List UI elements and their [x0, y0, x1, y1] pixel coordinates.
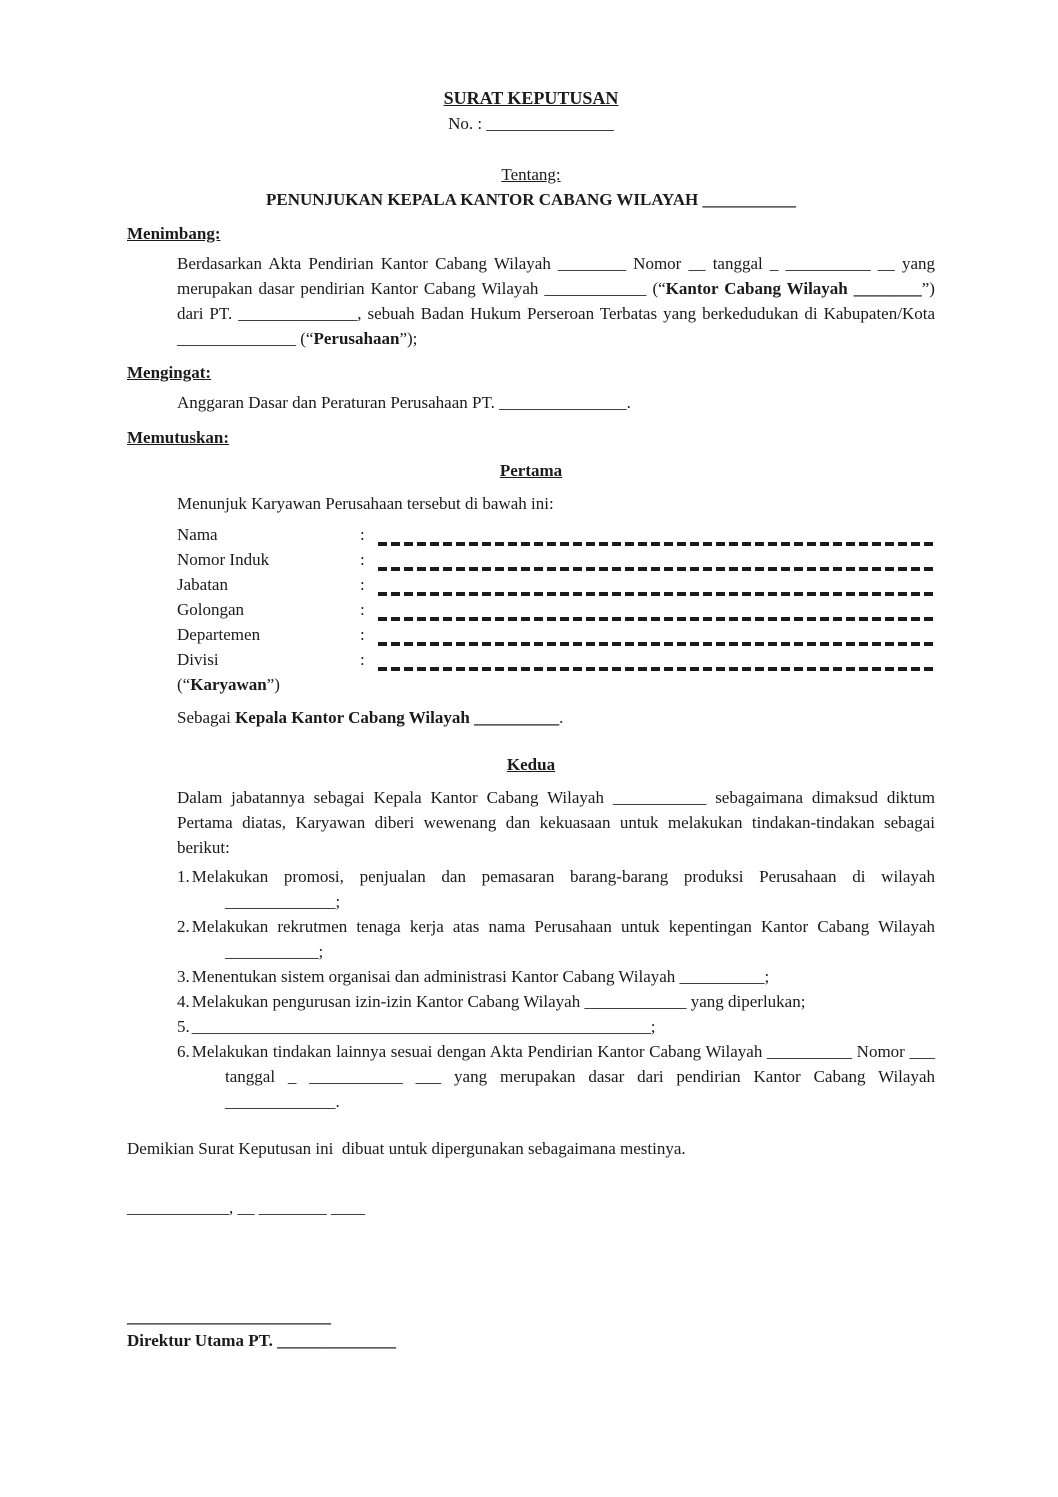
- item-number: 1.: [177, 867, 190, 886]
- list-item-3: [177, 964, 935, 989]
- list-item-6: [177, 1039, 935, 1114]
- pertama-intro: Menunjuk Karyawan Perusahaan tersebut di bawah ini:: [177, 494, 554, 513]
- dashed-line: [378, 542, 935, 546]
- list-item-1: [177, 864, 935, 914]
- field-colon: :: [360, 600, 365, 619]
- dashed-line: [378, 567, 935, 571]
- pertama-heading: Pertama: [499, 461, 563, 480]
- subject-line: PENUNJUKAN KEPALA KANTOR CABANG WILAYAH ___________: [265, 190, 797, 209]
- field-label: Jabatan: [177, 575, 228, 594]
- field-label: Divisi: [177, 650, 219, 669]
- form-row-golongan: [177, 597, 935, 622]
- field-colon: :: [360, 525, 365, 544]
- sebagai-suffix: .: [559, 708, 564, 727]
- form-row-jabatan: [177, 572, 935, 597]
- signer-title: Direktur Utama PT. ______________: [127, 1331, 397, 1350]
- karyawan-open: (“: [177, 675, 191, 694]
- kedua-heading: Kedua: [506, 755, 556, 774]
- employee-form: [177, 522, 935, 672]
- item-number: 4.: [177, 992, 190, 1011]
- item-number: 6.: [177, 1042, 190, 1061]
- karyawan-close: ”): [266, 675, 280, 694]
- field-blank-line: [378, 647, 935, 672]
- dashed-line: [378, 592, 935, 596]
- karyawan-note: [177, 672, 935, 697]
- field-label: Golongan: [177, 600, 245, 619]
- sebagai-prefix: Sebagai: [177, 708, 236, 727]
- field-blank-line: [378, 622, 935, 647]
- item-number: 2.: [177, 917, 190, 936]
- field-label: Nama: [177, 525, 218, 544]
- menimbang-text-1: Berdasarkan Akta Pendirian Kantor Cabang Wilayah ________ Nomor __ tanggal _ __________ __ yang merupakan dasar pendirian Kantor Cabang Wilayah ____________ (“: [177, 254, 935, 298]
- doc-title: SURAT KEPUTUSAN: [443, 88, 619, 108]
- doc-number-line: No. : _______________: [448, 114, 614, 133]
- item-text: Melakukan tindakan lainnya sesuai dengan Akta Pendirian Kantor Cabang Wilayah __________ Nomor ___ tanggal _ ___________ ___ yang merupakan dasar dari pendirian Kantor Cabang Wilayah _____________.: [191, 1042, 935, 1111]
- list-item-4: [177, 989, 935, 1014]
- closing-statement: Demikian Surat Keputusan ini dibuat untuk dipergunakan sebagaimana mestinya.: [127, 1139, 686, 1158]
- karyawan-bold: Karyawan: [190, 675, 267, 694]
- field-colon: :: [360, 550, 365, 569]
- item-text: Melakukan pengurusan izin-izin Kantor Cabang Wilayah ____________ yang diperlukan;: [191, 992, 806, 1011]
- menimbang-text-2: ”) dari PT. ______________, sebuah Badan Hukum Perseroan Terbatas yang berkedudukan di Kabupaten/Kota ______________ (“: [177, 279, 935, 348]
- mengingat-heading: Mengingat:: [127, 363, 212, 382]
- form-row-departemen: [177, 622, 935, 647]
- memutuskan-heading: Memutuskan:: [127, 428, 230, 447]
- dashed-line: [378, 617, 935, 621]
- form-row-divisi: [177, 647, 935, 672]
- field-colon: :: [360, 650, 365, 669]
- menimbang-heading: Menimbang:: [127, 224, 221, 243]
- item-text: ______________________________________________________;: [191, 1017, 656, 1036]
- authority-list: [177, 864, 935, 1114]
- field-blank-line: [378, 547, 935, 572]
- field-blank-line: [378, 572, 935, 597]
- item-text: Melakukan promosi, penjualan dan pemasaran barang-barang produksi Perusahaan di wilayah _____________;: [191, 867, 935, 911]
- menimbang-text-3: ”);: [399, 329, 418, 348]
- field-blank-line: [378, 597, 935, 622]
- menimbang-bold-kantor: Kantor Cabang Wilayah ________: [665, 279, 922, 298]
- form-row-nama: [177, 522, 935, 547]
- signature-block: [127, 1306, 935, 1353]
- item-number: 3.: [177, 967, 190, 986]
- mengingat-body: Anggaran Dasar dan Peraturan Perusahaan PT. _______________.: [177, 393, 631, 412]
- dashed-line: [378, 642, 935, 646]
- field-label: Departemen: [177, 625, 261, 644]
- field-colon: :: [360, 625, 365, 644]
- menimbang-bold-perusahaan: Perusahaan: [313, 329, 400, 348]
- sebagai-line: [177, 705, 935, 730]
- field-colon: :: [360, 575, 365, 594]
- signature-line: ________________________: [127, 1307, 331, 1326]
- sebagai-bold: Kepala Kantor Cabang Wilayah __________: [235, 708, 560, 727]
- item-text: Melakukan rekrutmen tenaga kerja atas nama Perusahaan untuk kepentingan Kantor Cabang Wilayah ___________;: [191, 917, 935, 961]
- tentang-label: Tentang:: [501, 165, 561, 184]
- place-date-line: ____________, __ ________ ____: [127, 1198, 365, 1217]
- item-text: Menentukan sistem organisai dan administrasi Kantor Cabang Wilayah __________;: [191, 967, 770, 986]
- menimbang-paragraph: [177, 251, 935, 351]
- field-blank-line: [378, 522, 935, 547]
- list-item-5: [177, 1014, 935, 1039]
- item-number: 5.: [177, 1017, 190, 1036]
- field-label: Nomor Induk: [177, 550, 270, 569]
- dashed-line: [378, 667, 935, 671]
- form-row-nomor-induk: [177, 547, 935, 572]
- kedua-intro: Dalam jabatannya sebagai Kepala Kantor Cabang Wilayah ___________ sebagaimana dimaksud diktum Pertama diatas, Karyawan diberi wewenang dan kekuasaan untuk melakukan tindakan-tindakan sebagai berikut:: [177, 788, 935, 857]
- list-item-2: [177, 914, 935, 964]
